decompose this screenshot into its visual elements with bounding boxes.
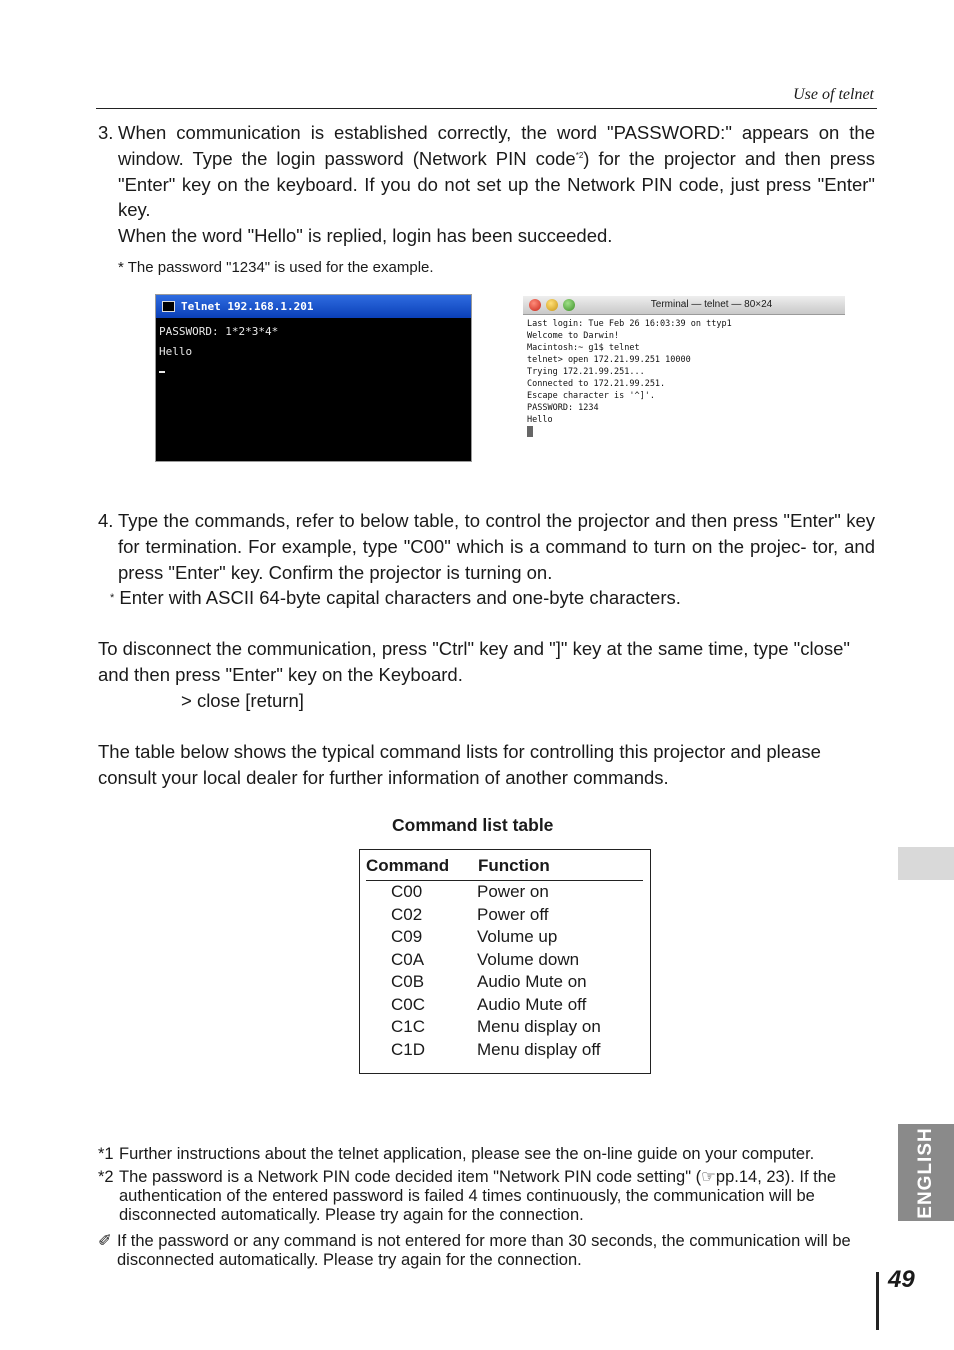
footnote-mark: *2 (98, 1168, 114, 1186)
step-3-number: 3. (98, 122, 114, 143)
footnote-note (98, 1232, 873, 1270)
step-4-note-mark: * (110, 592, 115, 605)
footnote-text: The password is a Network PIN code decided item "Network PIN code setting" (☞pp.14, 23). If the authentication of the entered password is failed 4 times continuously, the communication will be disconnected automatically. Please try again for the connection. (119, 1168, 837, 1224)
console-line: PASSWORD: 1*2*3*4* (159, 325, 279, 338)
command-function: Menu display on (477, 1017, 601, 1036)
step-4 (98, 508, 875, 585)
terminal-line: Escape character is '^]'. (527, 391, 655, 401)
step-3-text-b: ) for the projector and then press "Enter" key on the keyboard. If you do not set up the Network PIN code, just press "Enter" key. (118, 147, 875, 221)
table-row (360, 949, 650, 972)
footnote-text: If the password or any command is not entered for more than 30 seconds, the communication will be disconnected automatically. Please try again for the connection. (117, 1232, 851, 1269)
step-3 (98, 120, 875, 281)
mac-terminal-title: Terminal — telnet — 80×24 (650, 299, 773, 310)
terminal-line: Macintosh:~ g1$ telnet (527, 343, 640, 353)
table-row (360, 971, 650, 994)
command-code: C09 (391, 927, 423, 946)
table-header (366, 853, 643, 881)
command-code: C1C (391, 1017, 426, 1036)
windows-telnet-titlebar (156, 295, 471, 318)
footnote-ref-2: *2 (575, 150, 584, 160)
command-function: Power on (477, 882, 549, 901)
terminal-line: Hello (527, 415, 553, 425)
command-function: Power off (477, 904, 549, 924)
console-icon (162, 301, 175, 312)
command-function: Volume down (477, 949, 580, 969)
table-row (360, 1016, 650, 1039)
table-row (360, 904, 650, 927)
footnote-1 (98, 1145, 873, 1164)
terminal-line: telnet> open 172.21.99.251 10000 (527, 355, 691, 365)
footnote-mark: *1 (98, 1145, 114, 1163)
terminal-line: Welcome to Darwin! (527, 331, 620, 341)
windows-telnet-console (156, 318, 471, 386)
zoom-icon (563, 299, 575, 311)
step-4-number: 4. (98, 510, 114, 531)
side-tab-blank (898, 847, 954, 880)
command-function: Audio Mute on (477, 972, 587, 991)
cursor-icon (527, 426, 533, 437)
side-tab-label: ENGLISH (915, 1126, 936, 1219)
windows-telnet-window (155, 294, 472, 462)
header-rule (96, 108, 877, 109)
command-code: C1D (391, 1039, 426, 1059)
step-3-hello-line: When the word "Hello" is replied, login has been succeeded. (118, 225, 613, 247)
table-row (360, 1039, 650, 1062)
windows-telnet-title: Telnet 192.168.1.201 (181, 300, 314, 313)
command-function: Volume up (477, 927, 558, 946)
terminal-line: Last login: Tue Feb 26 16:03:39 on ttyp1 (527, 319, 732, 329)
terminal-line: PASSWORD: 1234 (527, 403, 599, 413)
step-4-note (110, 585, 875, 612)
command-code: C0A (391, 949, 425, 969)
command-code: C0B (391, 972, 425, 991)
disconnect-paragraph: To disconnect the communication, press "Ctrl" key and "]" key at the same time, type "close" and then press "Enter" key on the Keyboard. (98, 638, 850, 685)
command-table (359, 849, 651, 1074)
pencil-icon: ✐ (98, 1232, 112, 1250)
mac-terminal-window (523, 296, 845, 462)
table-intro: The table below shows the typical command lists for controlling this projector and please consult your local dealer for further information of another commands. (98, 741, 821, 788)
table-row (360, 881, 650, 904)
command-code: C00 (391, 882, 423, 901)
table-row (360, 994, 650, 1017)
command-function: Menu display off (477, 1039, 601, 1059)
command-function: Audio Mute off (477, 994, 587, 1014)
command-code: C0C (391, 994, 426, 1014)
table-caption: Command list table (392, 815, 554, 835)
page-number-rule (876, 1272, 879, 1330)
step-3-text-a: When communication is established correctly, the word "PASSWORD:" appears on the window. Type the login password (Network PIN code (118, 122, 875, 169)
header-function: Function (478, 856, 550, 875)
side-tab-english (898, 1124, 954, 1221)
console-line: Hello (159, 345, 193, 358)
terminal-line: Connected to 172.21.99.251. (527, 379, 666, 389)
step-4-text: Type the commands, refer to below table, to control the projector and then press "Enter" key for termination. For example, type "C00" which is a command to turn on the projec- tor, and press "Enter" key. Confirm the projector is turning on. (118, 510, 875, 583)
page-number: 49 (888, 1266, 915, 1293)
header-command: Command (366, 856, 450, 875)
close-icon (529, 299, 541, 311)
mac-terminal-titlebar (523, 296, 845, 315)
close-command: > close [return] (181, 690, 304, 711)
terminal-line: Trying 172.21.99.251... (527, 367, 645, 377)
cursor-icon (159, 371, 165, 373)
footnote-text: Further instructions about the telnet application, please see the on-line guide on your computer. (119, 1145, 815, 1163)
mac-terminal-console (523, 315, 845, 444)
minimize-icon (546, 299, 558, 311)
running-header: Use of telnet (793, 86, 874, 103)
step-3-note: * The password "1234" is used for the example. (118, 258, 434, 276)
step-4-note-text: Enter with ASCII 64-byte capital characters and one-byte characters. (119, 587, 681, 608)
command-code: C02 (391, 904, 423, 924)
footnote-2 (98, 1168, 873, 1225)
table-row (360, 926, 650, 949)
